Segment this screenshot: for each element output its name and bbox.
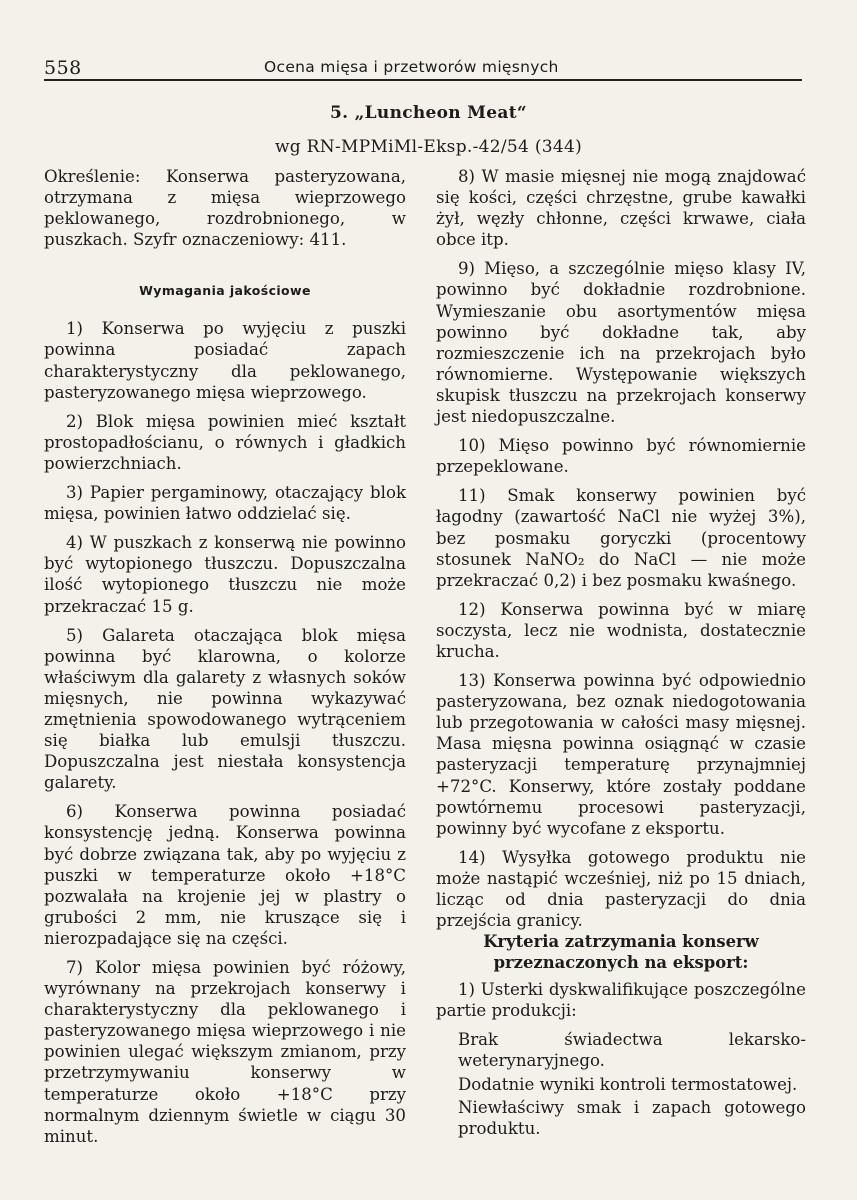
requirement-item: 4) W puszkach z konserwą nie powinno być wytopionego tłuszczu. Dopuszczalna ilość wytopionego tłuszczu nie może przekraczać 15 g. [44,533,406,616]
definition-paragraph: Określenie: Konserwa pasteryzowana, otrzymana z mięsa wieprzowego peklowanego, rozdrobnionego, w puszkach. Szyfr oznaczeniowy: 411. [44,167,406,250]
page-number: 558 [44,57,82,79]
requirement-item: 2) Blok mięsa powinien mieć kształt prostopadłościanu, o równych i gładkich powierzchniach. [44,411,406,473]
page-header [44,55,802,81]
section-subtitle: wg RN-MPMiMl-Eksp.-42/54 (344) [274,137,583,157]
requirement-item: 5) Galareta otaczająca blok mięsa powinna być klarowna, o kolorze właściwym dla galarety z własnych soków mięsnych, nie powinna wykazywać zmętnienia spowodowanego wytrąceniem się białka lub emulsji tłuszczu. Dopuszczalna jest niestała konsystencja galarety. [44,625,406,793]
left-column [44,166,406,1155]
requirements-subheading: Wymagania jakościowe [139,283,311,299]
requirement-item: 9) Mięso, a szczególnie mięso klasy IV, powinno być dokładnie rozdrobnione. Wymieszanie obu asortymentów mięsa powinno być dokładne tak, aby rozmieszczenie ich na przekrojach było równomierne. Występowanie większych skupisk tłuszczu na przekrojach konserwy jest niedopuszczalne. [436,259,806,427]
criteria-heading: Kryteria zatrzymania konserw przeznaczonych na eksport: [483,932,759,973]
requirement-item: 8) W masie mięsnej nie mogą znajdować się kości, części chrzęstne, grube kawałki żył, węzły chłonne, części krwawe, ciała obce itp. [436,167,806,250]
requirement-item: 14) Wysyłka gotowego produktu nie może nastąpić wcześniej, niż po 15 dniach, licząc od dnia pasteryzacji do dnia przejścia granicy. [436,847,806,931]
header-rule [44,79,802,81]
requirement-item: 1) Konserwa po wyjęciu z puszki powinna posiadać zapach charakterystyczny dla peklowanego, pasteryzowanego mięsa wieprzowego. [44,319,406,402]
requirement-item: 12) Konserwa powinna być w miarę soczysta, lecz nie wodnista, dostatecznie krucha. [436,599,806,661]
requirement-item: 6) Konserwa powinna posiadać konsystencję jedną. Konserwa powinna być dobrze związana tak, aby po wyjęciu z puszki w temperaturze około +18°C pozwalała na krojenie jej w plastry o grubości 2 mm, nie kruszące się i nierozpadające się na części. [44,802,406,948]
section-title: 5. „Luncheon Meat“ [330,103,527,123]
criteria-item: Niewłaściwy smak i zapach gotowego produktu. [458,1097,806,1138]
running-title: Ocena mięsa i przetworów mięsnych [264,58,559,76]
requirement-item: 3) Papier pergaminowy, otaczający blok mięsa, powinien łatwo oddzielać się. [44,483,406,524]
requirement-item: 7) Kolor mięsa powinien być różowy, wyrównany na przekrojach konserwy i charakterystyczny dla peklowanego i pasteryzowanego mięsa wieprzowego i nie powinien ulegać większym zmianom, przy przetrzymywaniu konserwy w temperaturze około +18°C przy normalnym dziennym świetle w ciągu 30 minut. [44,958,406,1146]
requirement-item: 10) Mięso powinno być równomiernie przepeklowane. [436,436,806,477]
criteria-item: Brak świadectwa lekarsko-weterynaryjnego. [458,1030,806,1071]
right-column [436,166,806,1141]
criteria-item: Dodatnie wyniki kontroli termostatowej. [458,1074,798,1094]
requirement-item: 13) Konserwa powinna być odpowiednio pasteryzowana, bez oznak niedogotowania lub przegotowania w całości masy mięsnej. Masa mięsna powinna osiągnąć w czasie pasteryzacji temperaturę przynajmniej +72°C. Konserwy, które zostały poddane powtórnemu procesowi pasteryzacji, powinny być wycofane z eksportu. [436,671,806,838]
requirement-item: 11) Smak konserwy powinien być łagodny (zawartość NaCl nie wyżej 3%), bez posmaku goryczki (procentowy stosunek NaNO₂ do NaCl — nie może przekraczać 0,2) i bez posmaku kwaśnego. [436,486,806,590]
criteria-intro: 1) Usterki dyskwalifikujące poszczególne partie produkcji: [436,980,806,1021]
